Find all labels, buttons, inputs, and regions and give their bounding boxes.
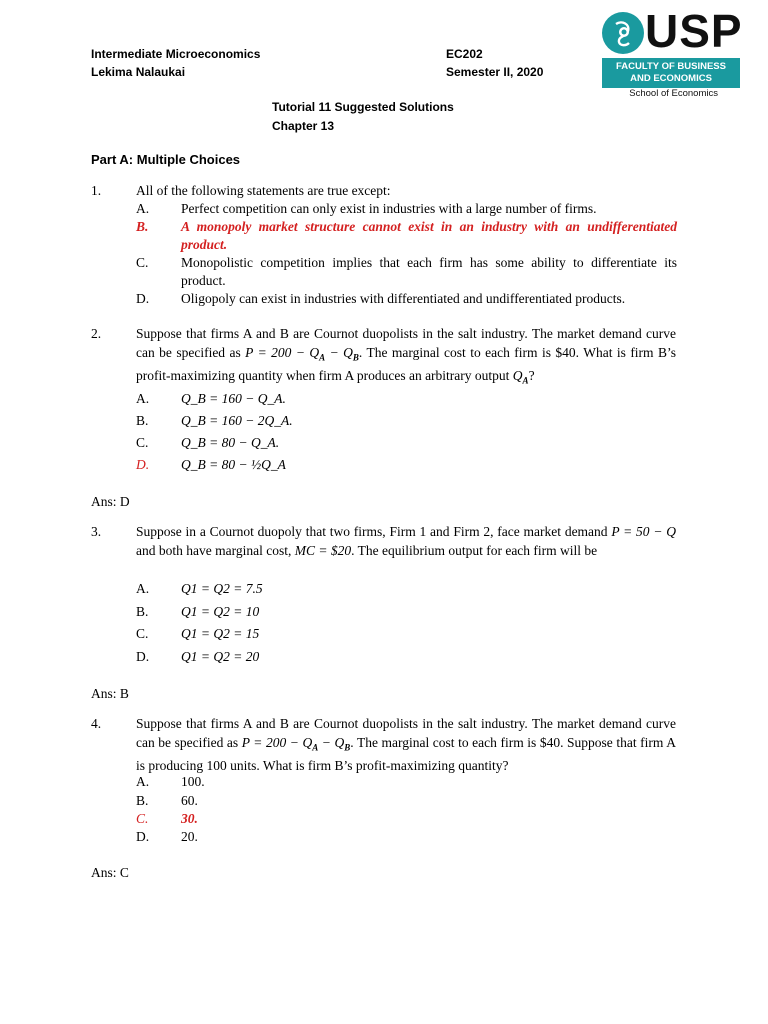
q4-option-d-label: D. (136, 829, 150, 844)
q1-option-c-text: Monopolistic competition implies that each firm has some ability to differentiate its product. (181, 255, 677, 288)
q4-text: Suppose that firms A and B are Cournot duopolists in the salt industry. The market demand curve can be specified as $P = 200 - Q_A - Q_B$. The marginal cost to each firm is $40. Suppose that firm A is producing 100 units. What is firm B’s profit-maximizing quantity? (136, 716, 676, 773)
q3-option-c-text: Q1 = Q2 = 15 (181, 626, 260, 641)
doc-chapter: Chapter 13 (272, 119, 335, 133)
q4-number: 4. (91, 716, 102, 731)
author-name: Lekima Nalaukai (91, 65, 186, 79)
q1-text: All of the following statements are true except: (136, 183, 391, 198)
q3-option-c-label: C. (136, 626, 149, 641)
q3-text: Suppose in a Cournot duopoly that two firms, Firm 1 and Firm 2, face market demand P = 50 − Q and both have marginal cost, MC = $20. The equilibrium output for each firm will be (136, 524, 676, 558)
q4-answer: Ans: C (91, 865, 129, 880)
q3-number: 3. (91, 524, 102, 539)
q2-option-b-label: B. (136, 413, 149, 428)
q2-option-a-label: A. (136, 391, 150, 406)
q2-option-a-text: Q_B = 160 − Q_A. (181, 391, 286, 406)
q2-option-c-text: Q_B = 80 − Q_A. (181, 435, 280, 450)
q3-option-b-text: Q1 = Q2 = 10 (181, 604, 260, 619)
q4-option-c-text: 30. (181, 811, 198, 826)
q3-option-b-label: B. (136, 604, 149, 619)
q2-demand-equation: $P = 200 - Q_A - Q_B$ (245, 344, 359, 363)
q1-option-b-text: A monopoly market structure cannot exist in an industry with an undifferentiated product. (181, 219, 677, 252)
q2-option-c-label: C. (136, 435, 149, 450)
course-code: EC202 (446, 47, 483, 61)
q4-option-b-label: B. (136, 793, 149, 808)
semester: Semester II, 2020 (446, 65, 544, 79)
usp-logo-emblem-icon (602, 12, 644, 54)
q3-option-a-text: Q1 = Q2 = 7.5 (181, 581, 263, 596)
q3-option-d-label: D. (136, 649, 150, 664)
faculty-line-2: AND ECONOMICS (630, 73, 712, 84)
q4-option-c-label: C. (136, 811, 149, 826)
q1-option-c-label: C. (136, 255, 149, 270)
q1-number: 1. (91, 183, 102, 198)
q3-answer: Ans: B (91, 686, 129, 701)
faculty-line-1: FACULTY OF BUSINESS (616, 61, 726, 72)
q1-option-a-text: Perfect competition can only exist in industries with a large number of firms. (181, 201, 597, 216)
q2-answer: Ans: D (91, 494, 130, 509)
faculty-band (602, 58, 740, 88)
q2-number: 2. (91, 326, 102, 341)
course-name: Intermediate Microeconomics (91, 47, 261, 61)
school-name: School of Economics (629, 88, 718, 99)
q2-option-d-text: Q_B = 80 − ½Q_A (181, 457, 286, 472)
q4-demand-equation: $P = 200 - Q_A - Q_B$ (241, 734, 351, 753)
q1-option-d-text: Oligopoly can exist in industries with differentiated and undifferentiated products. (181, 291, 626, 306)
doc-title: Tutorial 11 Suggested Solutions (272, 100, 454, 114)
q4-option-a-text: 100. (181, 774, 205, 789)
q1-option-d-label: D. (136, 291, 150, 306)
q2-option-d-label: D. (136, 457, 150, 472)
q4-option-d-text: 20. (181, 829, 198, 844)
q1-option-a-label: A. (136, 201, 150, 216)
usp-logo-text: USP (645, 5, 743, 57)
q3-option-d-text: Q1 = Q2 = 20 (181, 649, 260, 664)
q4-option-a-label: A. (136, 774, 150, 789)
part-a-heading: Part A: Multiple Choices (91, 152, 241, 167)
q3-option-a-label: A. (136, 581, 150, 596)
q2-text: Suppose that firms A and B are Cournot duopolists in the salt industry. The market demand curve can be specified as $P = 200 - Q_A - Q_B$. The marginal cost to each firm is $40. What is firm B’s profit-maximizing quantity when firm A produces an arbitrary output $Q_A$? (136, 326, 676, 386)
q2-option-b-text: Q_B = 160 − 2Q_A. (181, 413, 293, 428)
q1-option-b-label: B. (136, 219, 149, 234)
q4-option-b-text: 60. (181, 793, 198, 808)
